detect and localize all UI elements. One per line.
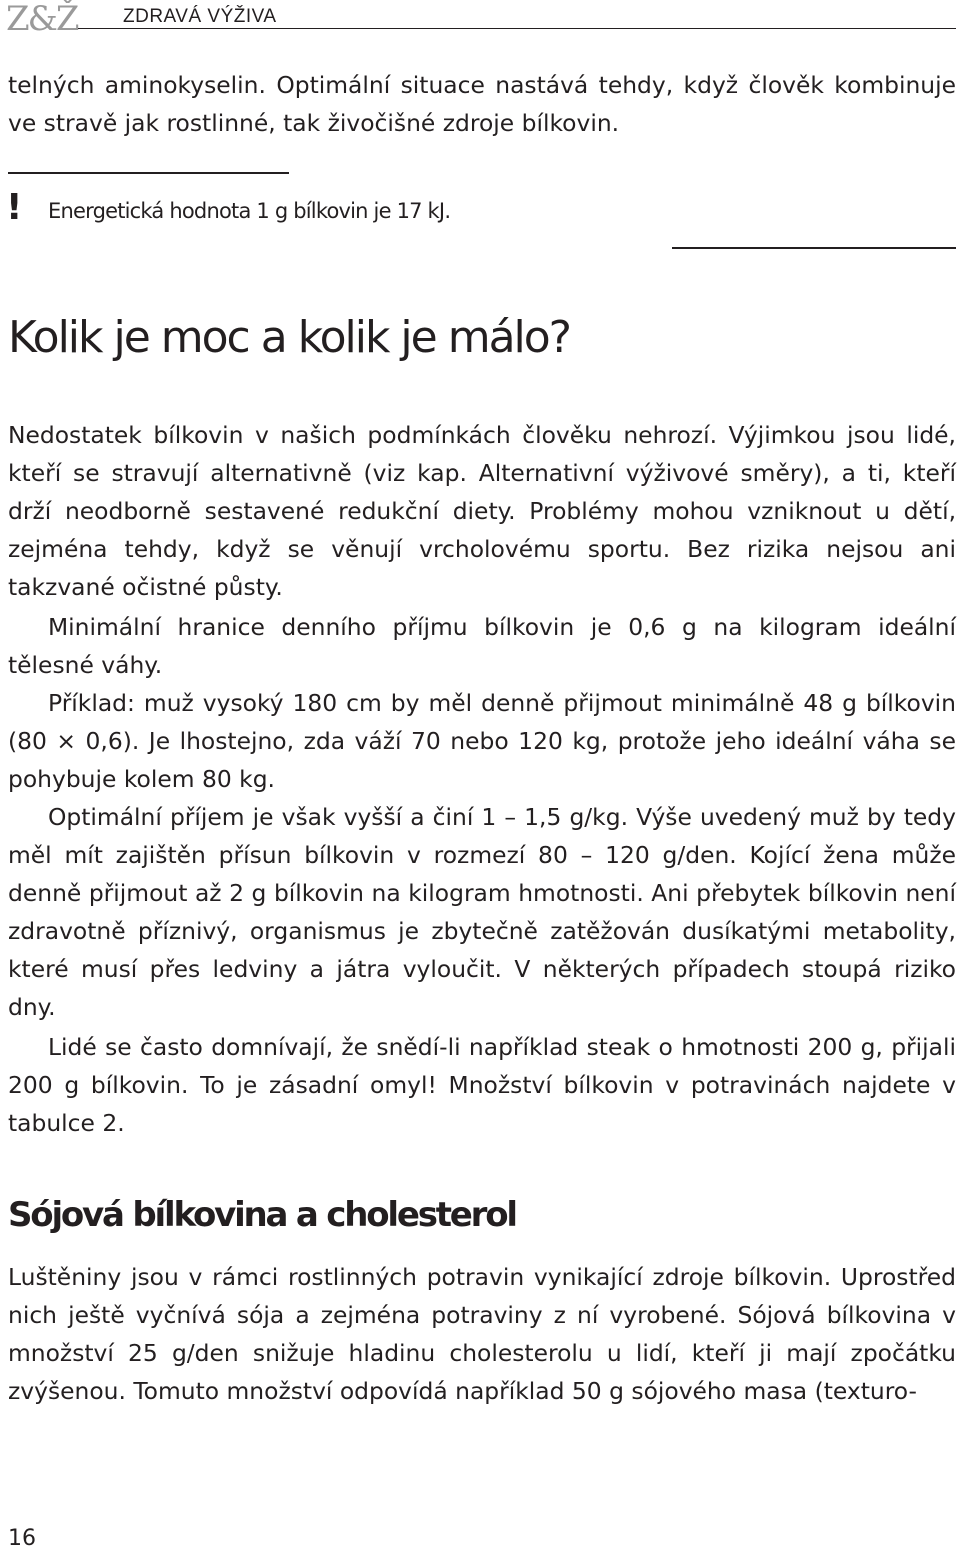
paragraph-lide-text: Lidé se často domnívají, že snědí-li například steak o hmotnosti 200 g, přijali 200 g bílkovin. To je zásadní omyl! Množství bílkovin v potravinách najdete v tabulce 2. xyxy=(8,1033,956,1137)
section-heading-kolik: Kolik je moc a kolik je málo? xyxy=(8,312,571,363)
exclamation-icon: ! xyxy=(6,187,23,228)
note-divider-top xyxy=(8,172,289,174)
paragraph-optimalni xyxy=(8,798,956,1026)
header-divider xyxy=(78,28,956,29)
running-header-title: ZDRAVÁ VÝŽIVA xyxy=(123,6,277,27)
paragraph-lusteniny: Luštěniny jsou v rámci rostlinných potravin vynikající zdroje bílkovin. Uprostřed nich ještě vyčnívá sója a zejména potraviny z ní vyrobené. Sójová bílkovina v množství 25 g/den snižuje hladinu cholesterolu u lidí, kteří ji mají zpočátku zvýšenou. Tomuto množství odpovídá například 50 g sójového masa (texturo- xyxy=(8,1263,956,1405)
paragraph-priklad-text: Příklad: muž vysoký 180 cm by měl denně přijmout minimálně 48 g bílkovin (80 × 0,6). Je lhostejno, zda váží 70 nebo 120 kg, protože jeho ideální váha se pohybuje kolem 80 kg. xyxy=(8,689,956,793)
note-divider-bottom xyxy=(672,247,956,249)
paragraph-lide xyxy=(8,1028,956,1142)
page-number: 16 xyxy=(8,1526,36,1551)
paragraph-optimalni-text: Optimální příjem je však vyšší a činí 1 – 1,5 g/kg. Výše uvedený muž by tedy měl mít zajištěn přísun bílkovin v rozmezí 80 – 120 g/den. Kojící žena může denně přijmout až 2 g bílkovin na kilogram hmotnosti. Ani přebytek bílkovin není zdravotně příznivý, organismus je zbytečně zatěžován dusíkatými metabolity, které musí přes ledviny a játra vyloučit. V některých případech stoupá riziko dny. xyxy=(8,803,956,1021)
paragraph-minimalni xyxy=(8,608,956,684)
paragraph-minimalni-text: Minimální hranice denního příjmu bílkovin je 0,6 g na kilogram ideální tělesné váhy. xyxy=(8,613,956,679)
note-text: Energetická hodnota 1 g bílkovin je 17 kJ. xyxy=(48,199,451,223)
section-heading-sojova: Sójová bílkovina a cholesterol xyxy=(8,1195,516,1235)
logo: Z&Ž xyxy=(6,0,78,39)
paragraph-nedostatek: Nedostatek bílkovin v našich podmínkách člověku nehrozí. Výjimkou jsou lidé, kteří se stravují alternativně (viz kap. Alternativní výživové směry), a ti, kteří drží neodborně sestavené redukční diety. Problémy mohou vzniknout u dětí, zejména tehdy, když se věnují vrcholovému sportu. Bez rizika nejsou ani takzvané očistné půsty. xyxy=(8,421,956,601)
paragraph-priklad xyxy=(8,684,956,798)
intro-paragraph: telných aminokyselin. Optimální situace nastává tehdy, když člověk kombinuje ve stravě jak rostlinné, tak živočišné zdroje bílkovin. xyxy=(8,71,956,137)
